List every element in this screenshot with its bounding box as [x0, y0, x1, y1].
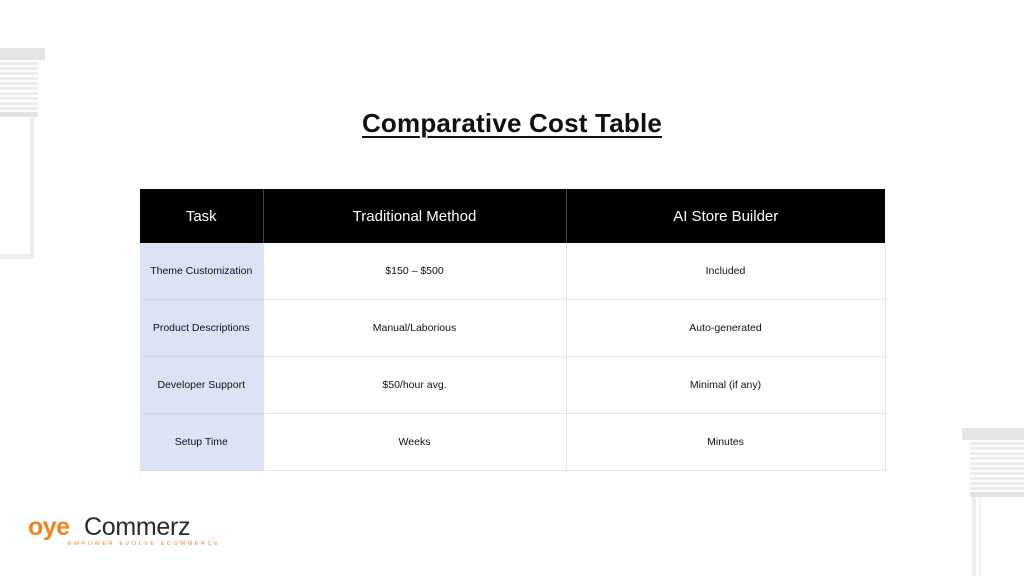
column-header-task: Task [140, 189, 263, 243]
ai-builder-cell: Minutes [566, 414, 885, 471]
logo-tagline: EMPOWER EVOLVE ECOMMERCE [68, 541, 221, 547]
table-header-row [140, 189, 885, 243]
traditional-cell: Manual/Laborious [263, 300, 566, 357]
task-cell: Setup Time [140, 414, 263, 471]
traditional-cell: Weeks [263, 414, 566, 471]
ai-builder-cell: Auto-generated [566, 300, 885, 357]
traditional-cell: $150 – $500 [263, 243, 566, 300]
blind-decoration-left [0, 48, 46, 260]
oyecommerz-logo [28, 514, 228, 550]
column-header-traditional-method: Traditional Method [263, 189, 566, 243]
slide-title: Comparative Cost Table [361, 108, 663, 138]
logo-wordmark: Commerz [84, 513, 191, 541]
blind-decoration-right [962, 428, 1024, 576]
task-cell: Developer Support [140, 357, 263, 414]
table-row [140, 414, 885, 471]
logo-mark: oye [28, 513, 70, 541]
ai-builder-cell: Minimal (if any) [566, 357, 885, 414]
traditional-cell: $50/hour avg. [263, 357, 566, 414]
table-row [140, 357, 885, 414]
table-row [140, 243, 885, 300]
task-cell: Product Descriptions [140, 300, 263, 357]
comparative-cost-table [140, 189, 886, 471]
table-row [140, 300, 885, 357]
task-cell: Theme Customization [140, 243, 263, 300]
ai-builder-cell: Included [566, 243, 885, 300]
column-header-ai-store-builder: AI Store Builder [566, 189, 885, 243]
